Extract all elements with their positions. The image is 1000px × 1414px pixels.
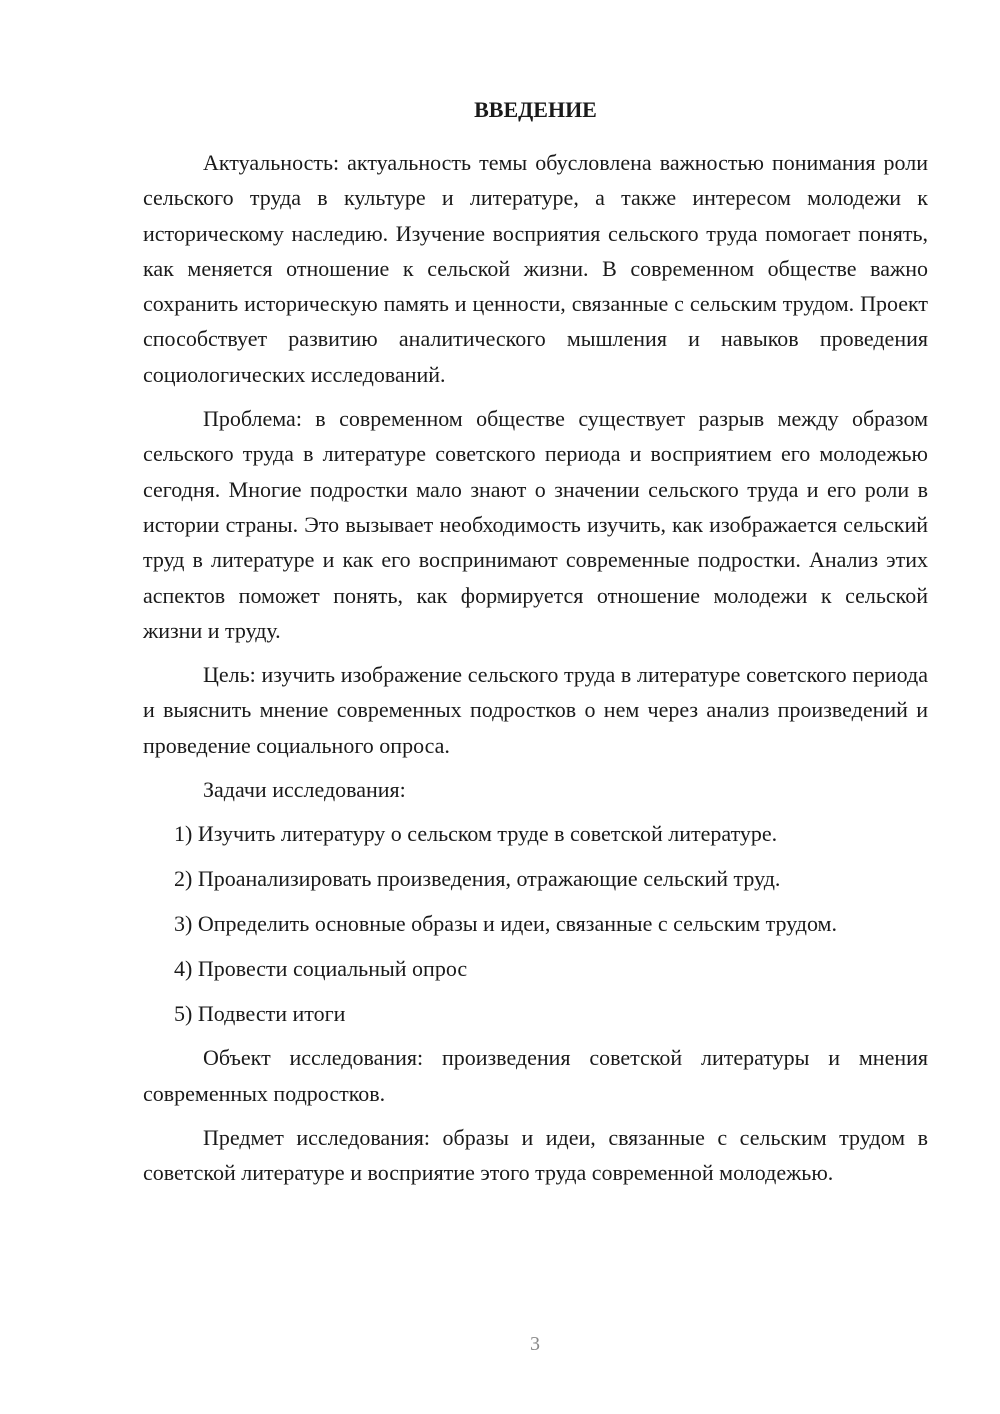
task-item: 5) Подвести итоги [174,1000,346,1026]
page-number: 3 [530,1333,540,1355]
task-item: 4) Провести социальный опрос [174,955,468,981]
tasks-title: Задачи исследования: [203,777,406,803]
page-content [143,95,928,1200]
task-item: 3) Определить основные образы и идеи, связанные с сельским трудом. [174,910,837,936]
goal-paragraph: Цель: изучить изображение сельского труда в литературе советского периода и выяснить мнение современных подростков о нем через анализ произведений и проведение социального опроса. [143,662,928,758]
problem-paragraph: Проблема: в современном обществе существует разрыв между образом сельского труда в литературе советского периода и восприятием его молодежью сегодня. Многие подростки мало знают о значении сельского труда и его роли в истории страны. Это вызывает необходимость изучить, как изображается сельский труд в литературе и как его воспринимают современные подростки. Анализ этих аспектов поможет понять, как формируется отношение молодежи к сельской жизни и труду. [143,406,928,643]
relevance-paragraph: Актуальность: актуальность темы обусловлена важностью понимания роли сельского труда в культуре и литературе, а также интересом молодежи к историческому наследию. Изучение восприятия сельского труда помогает понять, как меняется отношение к сельской жизни. В современном обществе важно сохранить историческую память и ценности, связанные с сельским трудом. Проект способствует развитию аналитического мышления и навыков проведения социологических исследований. [143,150,928,387]
task-item: 2) Проанализировать произведения, отражающие сельский труд. [174,866,781,892]
subject-paragraph: Предмет исследования: образы и идеи, связанные с сельским трудом в советской литературе и восприятие этого труда современной молодежью. [143,1124,928,1186]
section-heading: ВВЕДЕНИЕ [474,97,597,122]
object-paragraph: Объект исследования: произведения советской литературы и мнения современных подростков. [143,1045,928,1106]
task-item: 1) Изучить литературу о сельском труде в советской литературе. [174,821,778,847]
tasks-list [143,816,928,1030]
